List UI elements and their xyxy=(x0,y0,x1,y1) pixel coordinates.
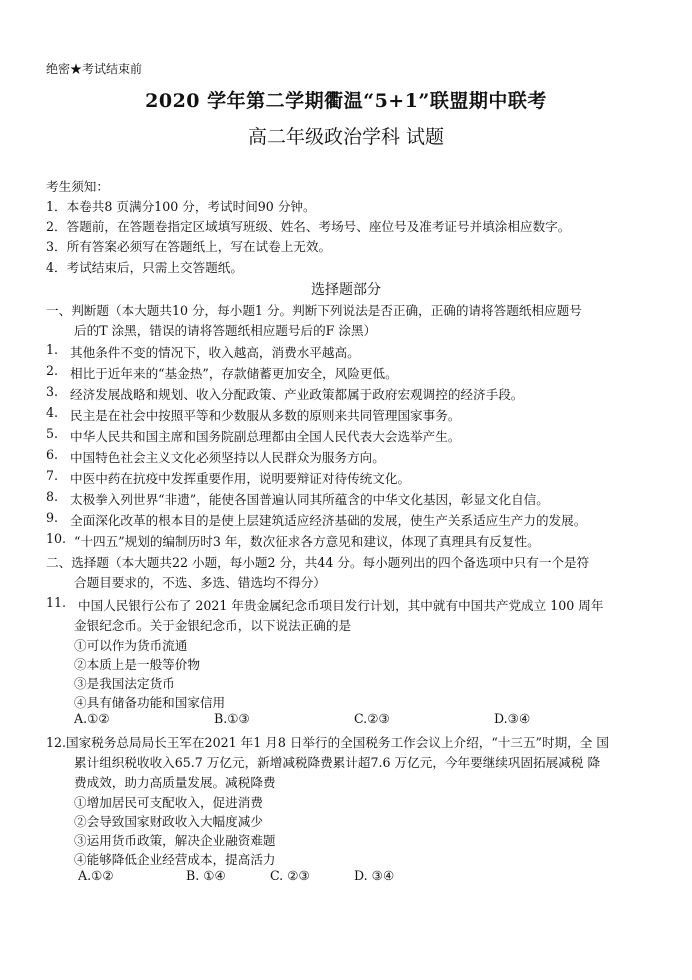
judge-item: 太极拳入列世界“非遗”，能使各国普遍认同其所蕴含的中华文化基因，彰显文化自信。 xyxy=(70,492,549,507)
judge-num: 8. xyxy=(46,489,59,504)
exam-subtitle: 高二年级政治学科 试题 xyxy=(247,126,445,148)
q11-statement: ②本质上是一般等价物 xyxy=(74,657,200,672)
judge-num: 2. xyxy=(46,363,59,378)
judge-num: 4. xyxy=(46,405,59,420)
q11-num: 11. xyxy=(46,595,67,610)
option-b[interactable]: B.①③ xyxy=(214,711,250,726)
judge-num: 1. xyxy=(46,342,59,357)
q12-statement: ③运用货币政策，解决企业融资难题 xyxy=(74,833,276,848)
q11-statement: ①可以作为货币流通 xyxy=(74,638,188,653)
option-a[interactable]: A.①② xyxy=(78,868,114,883)
judge-item: 经济发展战略和规划、收入分配政策、产业政策都属于政府宏观调控的经济手段。 xyxy=(70,387,524,402)
notice-item: 3．所有答案必须写在答题纸上，写在试卷上无效。 xyxy=(46,239,332,254)
q11-statement: ③是我国法定货币 xyxy=(74,676,175,691)
q12-stem-cont: 费成效，助力高质量发展。减税降费 xyxy=(74,775,276,790)
judge-item: 中医中药在抗疫中发挥重要作用，说明要辩证对待传统文化。 xyxy=(70,471,411,486)
part1-heading: 一、判断题（本大题共10 分，每小题1 分。判断下列说法是否正确，正确的请将答题纸相应题号 xyxy=(46,303,582,318)
judge-num: 5. xyxy=(46,426,59,441)
secret-label: 绝密★考试结束前 xyxy=(46,62,143,76)
notice-heading: 考生须知： xyxy=(46,179,109,194)
q11-stem-cont: 金银纪念币。关于金银纪念币，以下说法正确的是 xyxy=(74,618,352,633)
judge-item: “十四五”规划的编制历时3 年，数次征求各方意见和建议，体现了真理具有反复性。 xyxy=(74,534,540,549)
q12-statement: ①增加居民可支配收入，促进消费 xyxy=(74,795,263,810)
exam-title: 2020 学年第二学期衢温“5+1”联盟期中联考 xyxy=(145,90,547,112)
judge-num: 6. xyxy=(46,447,59,462)
judge-item: 全面深化改革的根本目的是使上层建筑适应经济基础的发展，使生产关系适应生产力的发展。 xyxy=(70,513,587,528)
section-title: 选择题部分 xyxy=(311,282,381,298)
judge-num: 10. xyxy=(46,531,67,546)
judge-num: 3. xyxy=(46,384,59,399)
judge-item: 民主是在社会中按照平等和少数服从多数的原则来共同管理国家事务。 xyxy=(70,408,461,423)
judge-item: 其他条件不变的情况下，收入越高，消费水平越高。 xyxy=(70,345,360,360)
notice-item: 4．考试结束后，只需上交答题纸。 xyxy=(46,260,243,275)
q12-statement: ②会导致国家财政收入大幅度减少 xyxy=(74,814,263,829)
option-b[interactable]: B. ①④ xyxy=(186,868,226,883)
part2-heading-cont: 合题目要求的，不选、多选、错选均不得分） xyxy=(74,575,326,590)
q11-stem: 中国人民银行公布了 2021 年贵金属纪念币项目发行计划，其中就有中国共产党成立 100 周年 xyxy=(78,598,604,613)
option-a[interactable]: A.①② xyxy=(74,711,110,726)
q12-stem-cont: 累计组织税收收入65.7 万亿元，新增减税降费累计超7.6 万亿元，今年要继续巩固拓展减税 降 xyxy=(74,755,601,770)
judge-item: 相比于近年来的“基金热”，存款储蓄更加安全，风险更低。 xyxy=(70,366,398,381)
judge-item: 中华人民共和国主席和国务院副总理都由全国人民代表大会选举产生。 xyxy=(70,429,461,444)
option-d[interactable]: D.③④ xyxy=(494,711,531,726)
notice-item: 2．答题前，在答题卷指定区域填写班级、姓名、考场号、座位号及准考证号并填涂相应数字。 xyxy=(46,219,571,234)
judge-num: 9. xyxy=(46,510,59,525)
notice-item: 1．本卷共8 页满分100 分，考试时间90 分钟。 xyxy=(46,199,316,214)
part2-heading: 二、选择题（本大题共22 小题，每小题2 分，共44 分。每小题列出的四个备选项中只有一个是符 xyxy=(46,555,590,570)
q12-statement: ④能够降低企业经营成本，提高活力 xyxy=(74,852,276,867)
option-d[interactable]: D. ③④ xyxy=(354,868,395,883)
option-c[interactable]: C. ②③ xyxy=(270,868,310,883)
judge-num: 7. xyxy=(46,468,59,483)
q11-statement: ④具有储备功能和国家信用 xyxy=(74,695,226,710)
part1-heading-cont: 后的T 涂黑，错误的请将答题纸相应题号后的F 涂黑） xyxy=(74,323,377,338)
option-c[interactable]: C.②③ xyxy=(354,711,390,726)
q12-stem: 12.国家税务总局局长王军在2021 年1 月8 日举行的全国税务工作会议上介绍，“十三五”时期，全 国 xyxy=(46,735,609,750)
judge-item: 中国特色社会主义文化必须坚持以人民群众为服务方向。 xyxy=(70,450,385,465)
